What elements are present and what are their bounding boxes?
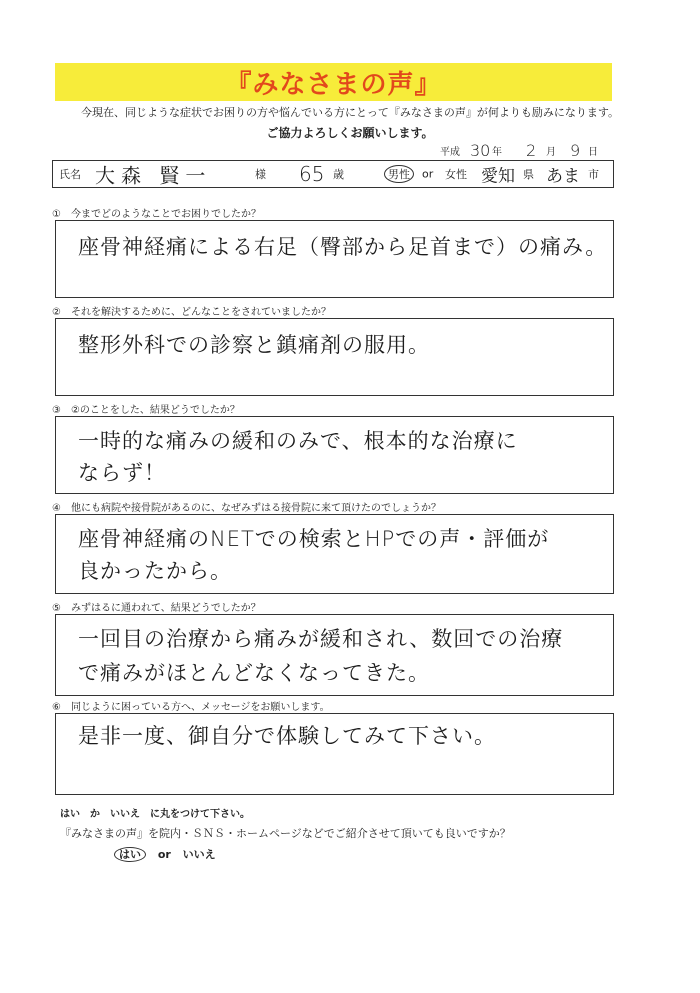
page-title: 『みなさまの声』: [225, 69, 442, 100]
profile-row: [52, 160, 614, 188]
answer-1-line-1: 座骨神経痛による右足（臀部から足首まで）の痛み。: [78, 235, 608, 259]
prefecture: 愛知: [481, 166, 515, 187]
circle-instruction: はい か いいえ に丸をつけて下さい。: [60, 809, 250, 820]
gender-male-circled: 男性: [384, 165, 414, 183]
answer-5-line-1: 一回目の治療から痛みが緩和され、数回での治療: [78, 627, 564, 651]
date-year-unit: 年: [492, 147, 502, 158]
answer-box-5: [55, 614, 614, 696]
city: あま: [546, 166, 580, 187]
date-era: 平成: [440, 147, 460, 158]
answer-3-line-1: 一時的な痛みの緩和のみで、根本的な治療に: [78, 429, 518, 453]
date-day: 9: [570, 141, 581, 160]
share-permission-question: 『みなさまの声』を院内・ＳＮＳ・ホームページなどでご紹介させて頂いても良いですか？: [60, 827, 511, 840]
date-year: 30: [470, 141, 491, 160]
prefecture-unit: 県: [523, 168, 534, 181]
answer-box-4: [55, 514, 614, 594]
answer-or: or: [157, 848, 171, 861]
question-6-label: ⑥ 同じように困っている方へ、メッセージをお願いします。: [52, 702, 330, 713]
date-day-unit: 日: [588, 147, 598, 158]
yes-circled: はい: [114, 847, 146, 862]
customer-name: 大森 賢一: [95, 163, 212, 188]
title-banner: [55, 63, 612, 101]
answer-4-line-1: 座骨神経痛のNETでの検索とHPでの声・評価が: [78, 527, 550, 551]
date-field: [440, 140, 600, 160]
answer-box-6: [55, 713, 614, 795]
answer-2-line-1: 整形外科での診察と鎮痛剤の服用。: [78, 333, 430, 357]
age-unit: 歳: [333, 168, 344, 181]
honorific: 様: [255, 168, 266, 181]
gender-or: or: [422, 167, 434, 181]
answer-box-3: [55, 416, 614, 494]
share-permission-answer: [114, 846, 216, 862]
question-4-label: ④ 他にも病院や接骨院があるのに、なぜみずはる接骨院に来て頂けたのでしょうか？: [52, 503, 441, 514]
question-5-label: ⑤ みずはるに通われて、結果どうでしたか？: [52, 603, 261, 614]
answer-box-1: [55, 220, 614, 298]
answer-box-2: [55, 318, 614, 396]
request-text: ご協力よろしくお願いします。: [266, 126, 434, 140]
question-3-label: ③ ②のことをした、結果どうでしたか？: [52, 405, 240, 416]
question-2-label: ② それを解決するために、どんなことをされていましたか？: [52, 307, 331, 318]
no-option: いいえ: [182, 848, 216, 861]
question-1-label: ① 今までどのようなことでお困りでしたか？: [52, 209, 261, 220]
date-month-unit: 月: [546, 147, 556, 158]
answer-5-line-2: で痛みがほとんどなくなってきた。: [78, 661, 430, 685]
city-unit: 市: [588, 168, 599, 181]
answer-4-line-2: 良かったから。: [78, 559, 232, 583]
answer-3-line-2: ならず！: [78, 461, 166, 485]
date-month: 2: [526, 141, 537, 160]
answer-6-line-1: 是非一度、御自分で体験してみて下さい。: [78, 724, 496, 748]
intro-text: 今現在、同じような症状でお困りの方や悩んでいる方にとって『みなさまの声』が何よりも励みになります。: [81, 106, 619, 119]
name-label: 氏名: [59, 168, 81, 181]
gender-female: 女性: [445, 168, 467, 181]
customer-age: 65: [299, 162, 325, 186]
